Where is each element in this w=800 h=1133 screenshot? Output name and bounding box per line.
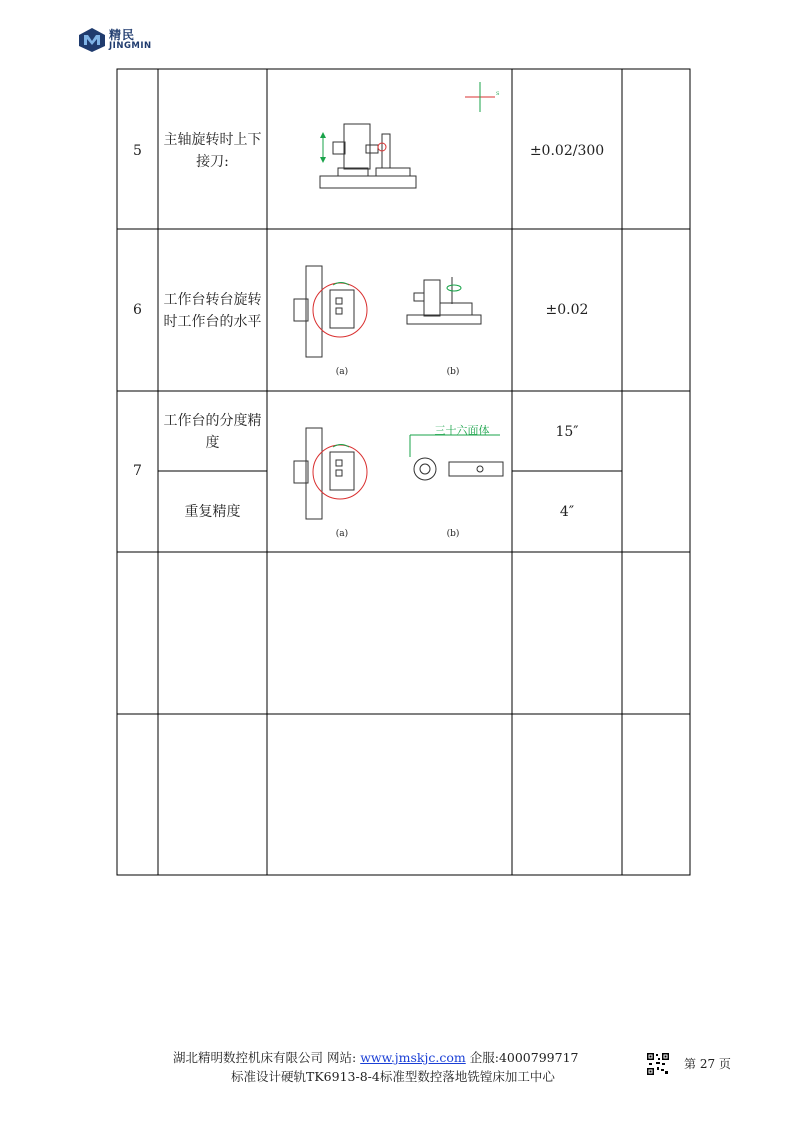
footer-phone: 4000799717 xyxy=(498,1050,579,1065)
qr-code-icon xyxy=(646,1052,670,1076)
footer-website-label: 网站: xyxy=(327,1050,357,1065)
row5-value: ±0.02/300 xyxy=(529,143,605,159)
row7-fig-label-a: (a) xyxy=(335,529,349,539)
row7-annotation: 三十六面体 xyxy=(434,424,490,437)
row5-figure xyxy=(320,82,500,188)
logo-text-cn: 精民 xyxy=(109,28,136,42)
row6-figure xyxy=(294,266,481,357)
row5-number: 5 xyxy=(133,143,142,159)
row7-item-a: 工作台的分度精度 xyxy=(163,413,262,451)
row7-item-b: 重复精度 xyxy=(184,504,241,520)
row7-fig-label-b: (b) xyxy=(446,529,460,539)
row7-value-b: 4″ xyxy=(559,504,575,520)
logo-text-en: JINGMIN xyxy=(109,41,152,51)
row7-number: 7 xyxy=(133,463,142,479)
row6-value: ±0.02 xyxy=(545,302,589,318)
footer-service-label: 企服: xyxy=(469,1050,499,1065)
svg-text:S: S xyxy=(496,91,500,97)
row6-item: 工作台转台旋转时工作台的水平 xyxy=(163,292,262,330)
footer-website-link[interactable]: www.jmskjc.com xyxy=(360,1050,466,1065)
row6-number: 6 xyxy=(133,302,142,318)
row6-fig-label-a: (a) xyxy=(335,367,349,377)
footer-line-1 xyxy=(173,1048,578,1066)
row5-item: 主轴旋转时上下接刀: xyxy=(163,132,262,170)
row7-value-a: 15″ xyxy=(555,424,579,440)
footer-line-2: 标准设计硬轨TK6913-8-4标准型数控落地铣镗床加工中心 xyxy=(231,1069,555,1084)
row6-fig-label-b: (b) xyxy=(446,367,460,377)
footer-company: 湖北精明数控机床有限公司 xyxy=(173,1050,324,1065)
page-number: 第 27 页 xyxy=(684,1057,731,1071)
